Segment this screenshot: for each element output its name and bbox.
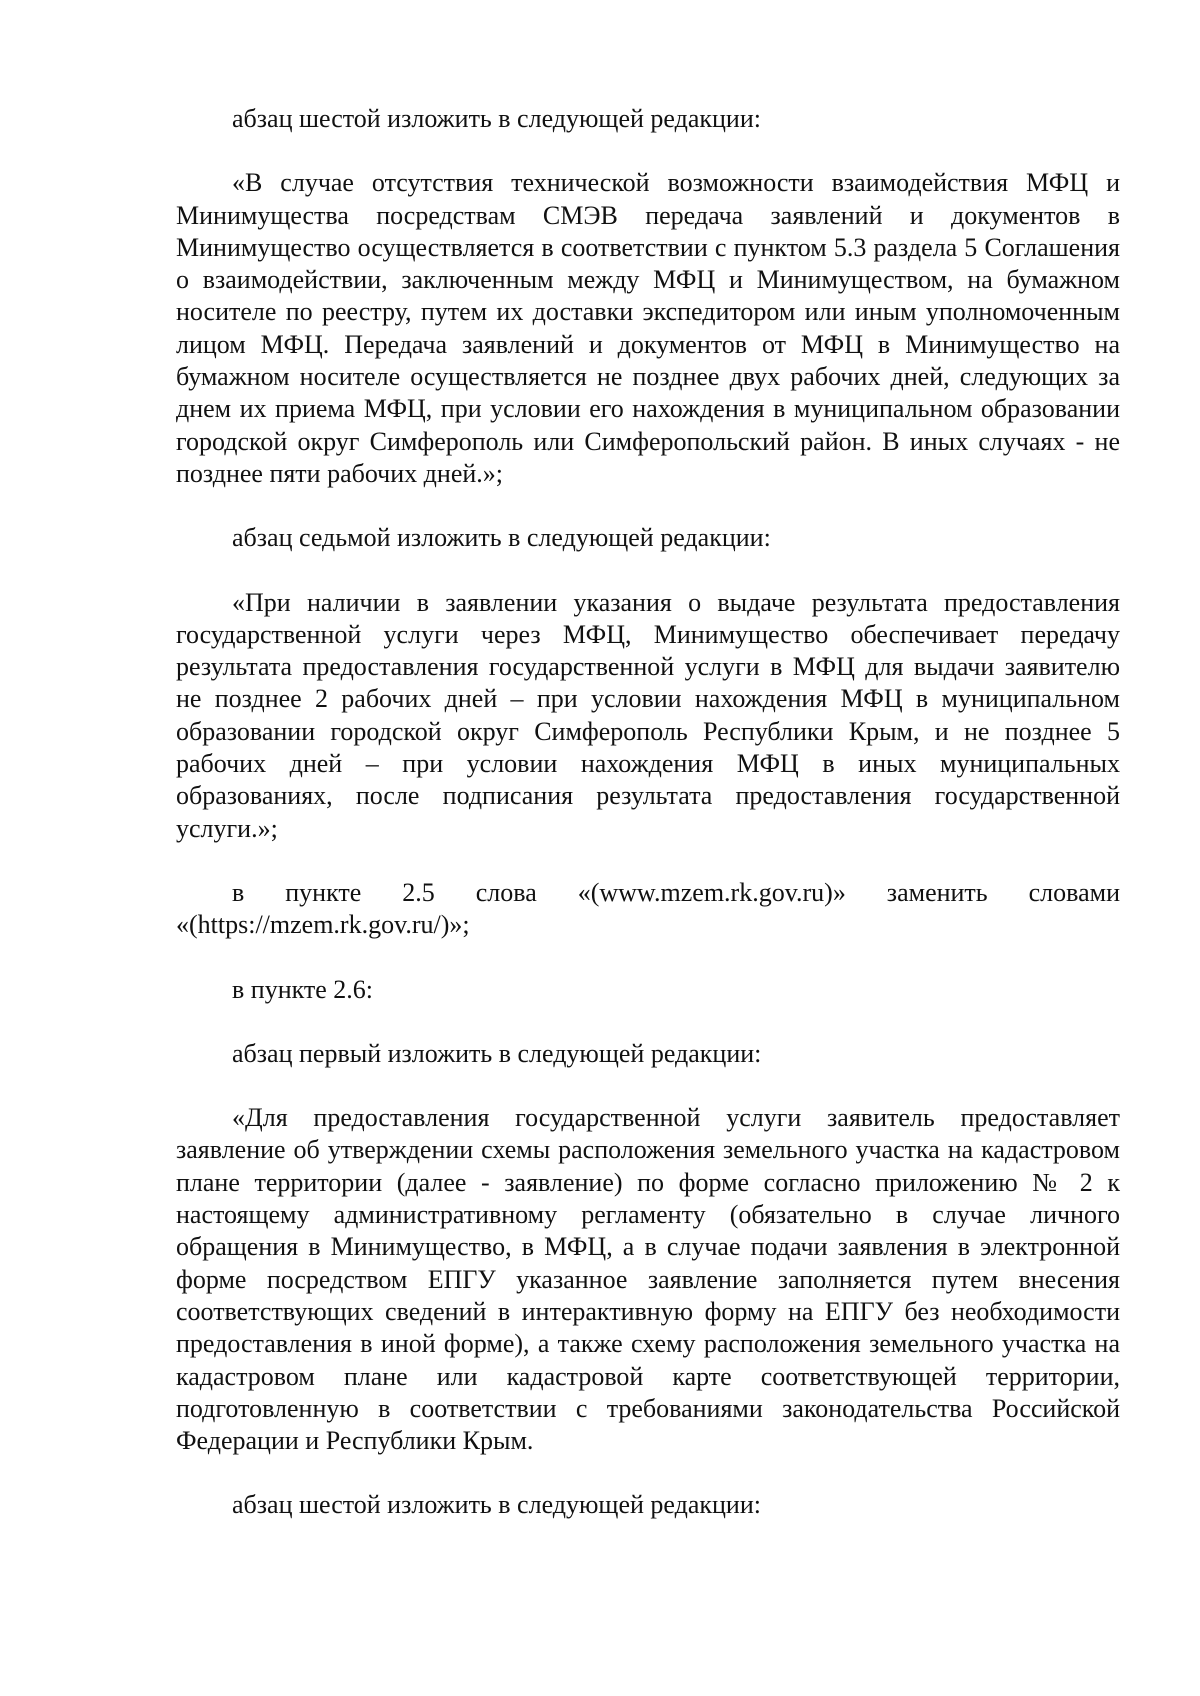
paragraph-point-2-6: в пункте 2.6: [232, 974, 374, 1004]
paragraph-instruction-sixth: абзац шестой изложить в следующей редакции: [232, 104, 761, 133]
paragraph-quote-application: «Для предоставления государственной услуги заявитель предоставляет заявление об утверждении схемы расположения земельного участка на кадастровом плане территории (далее - заявление) по форме согласно приложению № 2 к настоящему административному регламенту (обязательно в случае личного обращения в Минимущество, в МФЦ, а в случае подачи заявления в электронной форме посредством ЕПГУ указанное заявление заполняется путем внесения соответствующих сведений в интерактивную форму на ЕПГУ без необходимости предоставления в иной форме), а также схему расположения земельного участка на кадастровом плане или кадастровой карте соответствующей территории, подготовленную в соответствии с требованиями законодательства Российской Федерации и Республики Крым. [176, 1103, 1120, 1456]
paragraph-quote-smev: «В случае отсутствия технической возможности взаимодействия МФЦ и Минимущества посредствам СМЭВ передача заявлений и документов в Минимущество осуществляется в соответствии с пунктом 5.3 раздела 5 Соглашения о взаимодействии, заключенным между МФЦ и Минимуществом, на бумажном носителе по реестру, путем их доставки экспедитором или иным уполномоченным лицом МФЦ. Передача заявлений и документов от МФЦ в Минимущество на бумажном носителе осуществляется не позднее двух рабочих дней, следующих за днем их приема МФЦ, при условии его нахождения в муниципальном образовании городской округ Симферополь или Симферопольский район. В иных случаях - не позднее пяти рабочих дней.»; [176, 168, 1120, 488]
paragraph-instruction-first: абзац первый изложить в следующей редакции: [232, 1038, 762, 1068]
paragraph-point-2-5: в пункте 2.5 слова «(www.mzem.rk.gov.ru)» заменить словами «(https://mzem.rk.gov.ru/)»; [176, 877, 1120, 940]
paragraph-quote-result: «При наличии в заявлении указания о выдаче результата предоставления государственной услуги через МФЦ, Минимущество обеспечивает передачу результата предоставления государственной услуги в МФЦ для выдачи заявителю не позднее 2 рабочих дней – при условии нахождения МФЦ в муниципальном образовании городской округ Симферополь Республики Крым, и не позднее 5 рабочих дней – при условии нахождения МФЦ в иных муниципальных образованиях, после подписания результата предоставления государственной услуги.»; [176, 587, 1120, 843]
document-body [176, 103, 1120, 1554]
paragraph-instruction-sixth-final: абзац шестой изложить в следующей редакции: [232, 1490, 761, 1520]
paragraph-instruction-seventh: абзац седьмой изложить в следующей редакции: [232, 523, 771, 553]
